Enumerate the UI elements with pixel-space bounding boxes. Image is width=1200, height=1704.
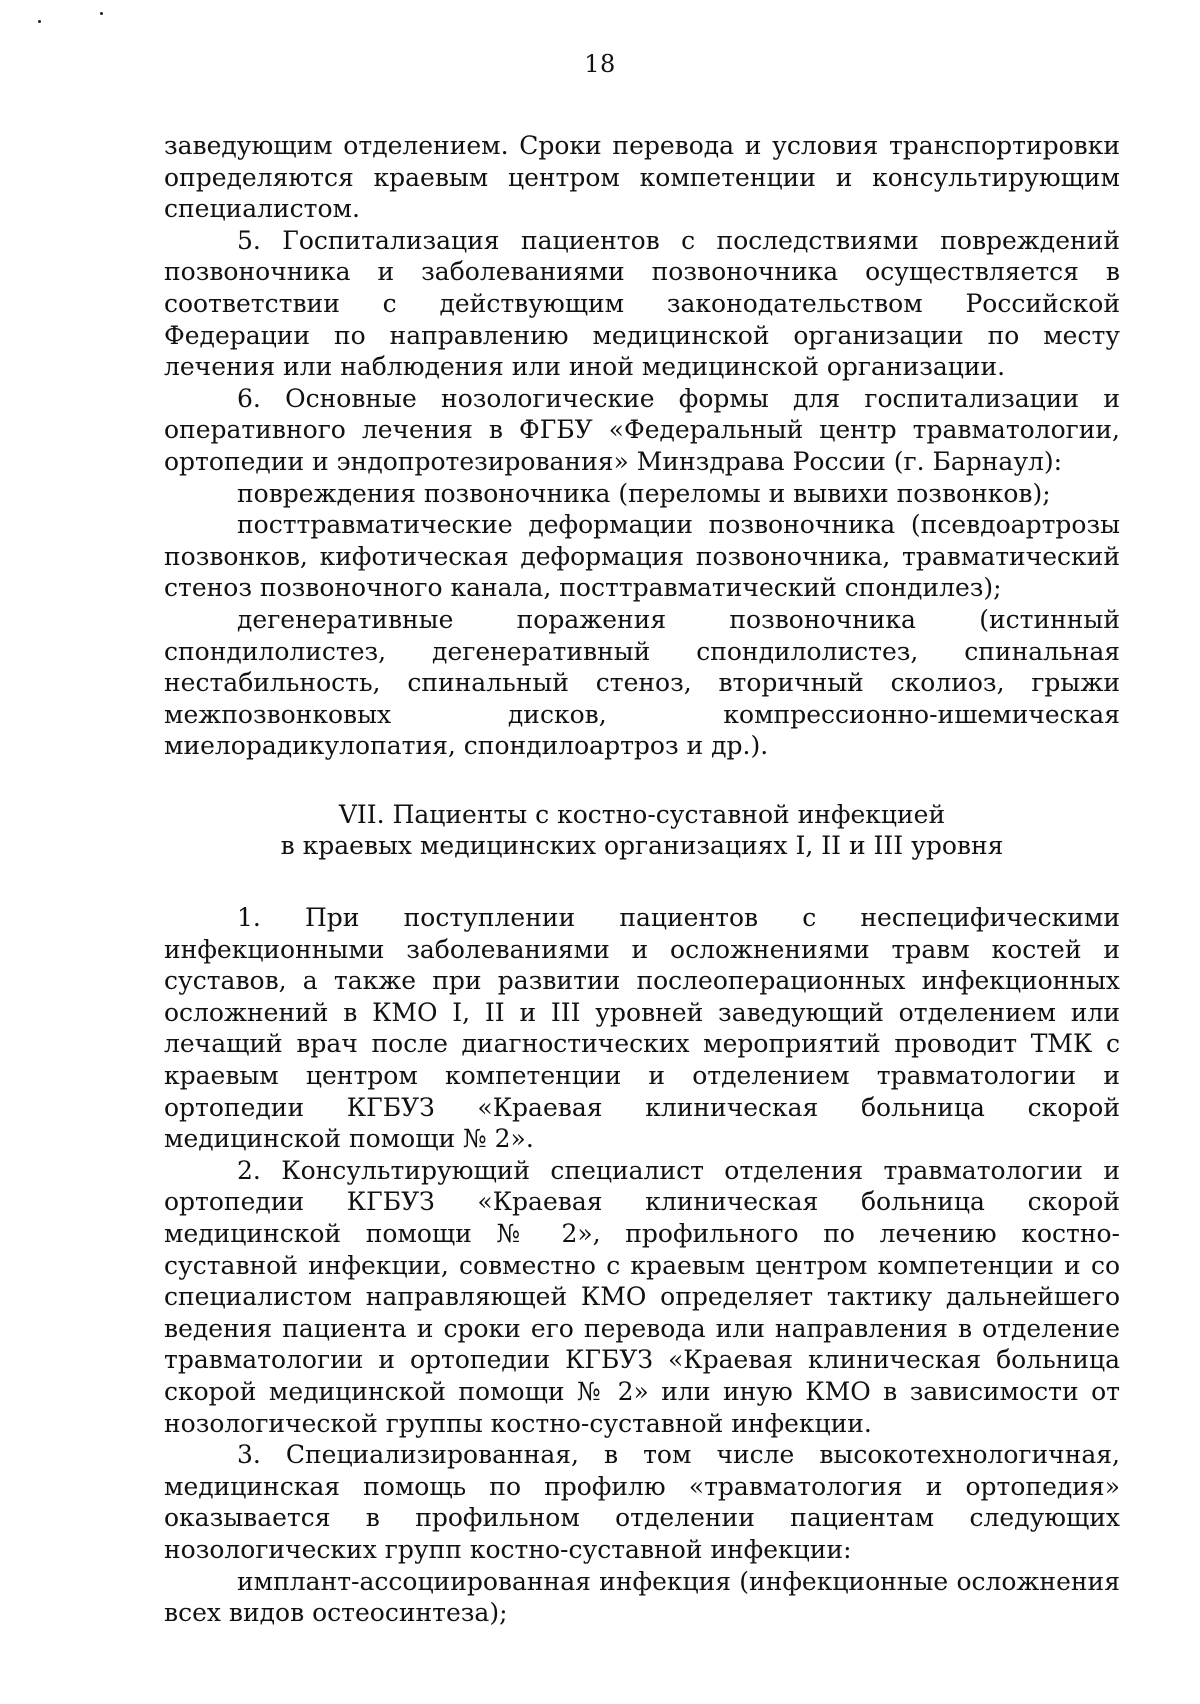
section-heading — [164, 799, 1120, 862]
page-number: 18 — [584, 50, 616, 78]
paragraph: посттравматические деформации позвоночника (псевдоартрозы позвонков, кифотическая деформация позвоночника, травматический стеноз позвоночного канала, посттравматический спондилез); — [164, 510, 1120, 603]
bottom-paragraphs — [164, 902, 1120, 1629]
paragraph: 2. Консультирующий специалист отделения травматологии и ортопедии КГБУЗ «Краевая клиническая больница скорой медицинской помощи № 2», профильного по лечению костно-суставной инфекции, совместно с краевым центром компетенции и со специалистом направляющей КМО определяет тактику дальнейшего ведения пациента и сроки его перевода или направления в отделение травматологии и ортопедии КГБУЗ «Краевая клиническая больница скорой медицинской помощи № 2» или иную КМО в зависимости от нозологической группы костно-суставной инфекции. — [164, 1155, 1120, 1438]
section-heading-line-2: в краевых медицинских организациях I, II и III уровня — [280, 831, 1004, 861]
paragraph: 5. Госпитализация пациентов с последствиями повреждений позвоночника и заболеваниями позвоночника осуществляется в соответствии с действующим законодательством Российской Федерации по направлению медицинской организации по месту лечения или наблюдения или иной медицинской организации. — [164, 225, 1120, 382]
document-body — [164, 130, 1120, 1629]
paragraph: 6. Основные нозологические формы для госпитализации и оперативного лечения в ФГБУ «Федеральный центр травматологии, ортопедии и эндопротезирования» Минздрава России (г. Барнаул): — [164, 383, 1120, 476]
paragraph: заведующим отделением. Сроки перевода и условия транспортировки определяются краевым центром компетенции и консультирующим специалистом. — [164, 131, 1120, 224]
paragraph: дегенеративные поражения позвоночника (истинный спондилолистез, дегенеративный спондилолистез, спинальная нестабильность, спинальный стеноз, вторичный сколиоз, грыжи межпозвонковых дисков, компрессионно-ишемическая миелорадикулопатия, спондилоартроз и др.). — [164, 604, 1120, 761]
scan-speck — [38, 20, 41, 23]
scan-speck — [100, 12, 103, 15]
paragraph: повреждения позвоночника (переломы и вывихи позвонков); — [237, 478, 1051, 508]
paragraph: 1. При поступлении пациентов с неспецифическими инфекционными заболеваниями и осложнениями травм костей и суставов, а также при развитии послеоперационных инфекционных осложнений в КМО I, II и III уровней заведующий отделением или лечащий врач после диагностических мероприятий проводит ТМК с краевым центром компетенции и отделением травматологии и ортопедии КГБУЗ «Краевая клиническая больница скорой медицинской помощи № 2». — [164, 903, 1120, 1154]
paragraph: имплант-ассоциированная инфекция (инфекционные осложнения всех видов остеосинтеза); — [164, 1566, 1120, 1628]
top-paragraphs — [164, 130, 1120, 762]
section-heading-line-1: VII. Пациенты с костно-суставной инфекцией — [338, 799, 946, 829]
paragraph: 3. Специализированная, в том числе высокотехнологичная, медицинская помощь по профилю «травматология и ортопедия» оказывается в профильном отделении пациентам следующих нозологических групп костно-суставной инфекции: — [164, 1440, 1120, 1564]
